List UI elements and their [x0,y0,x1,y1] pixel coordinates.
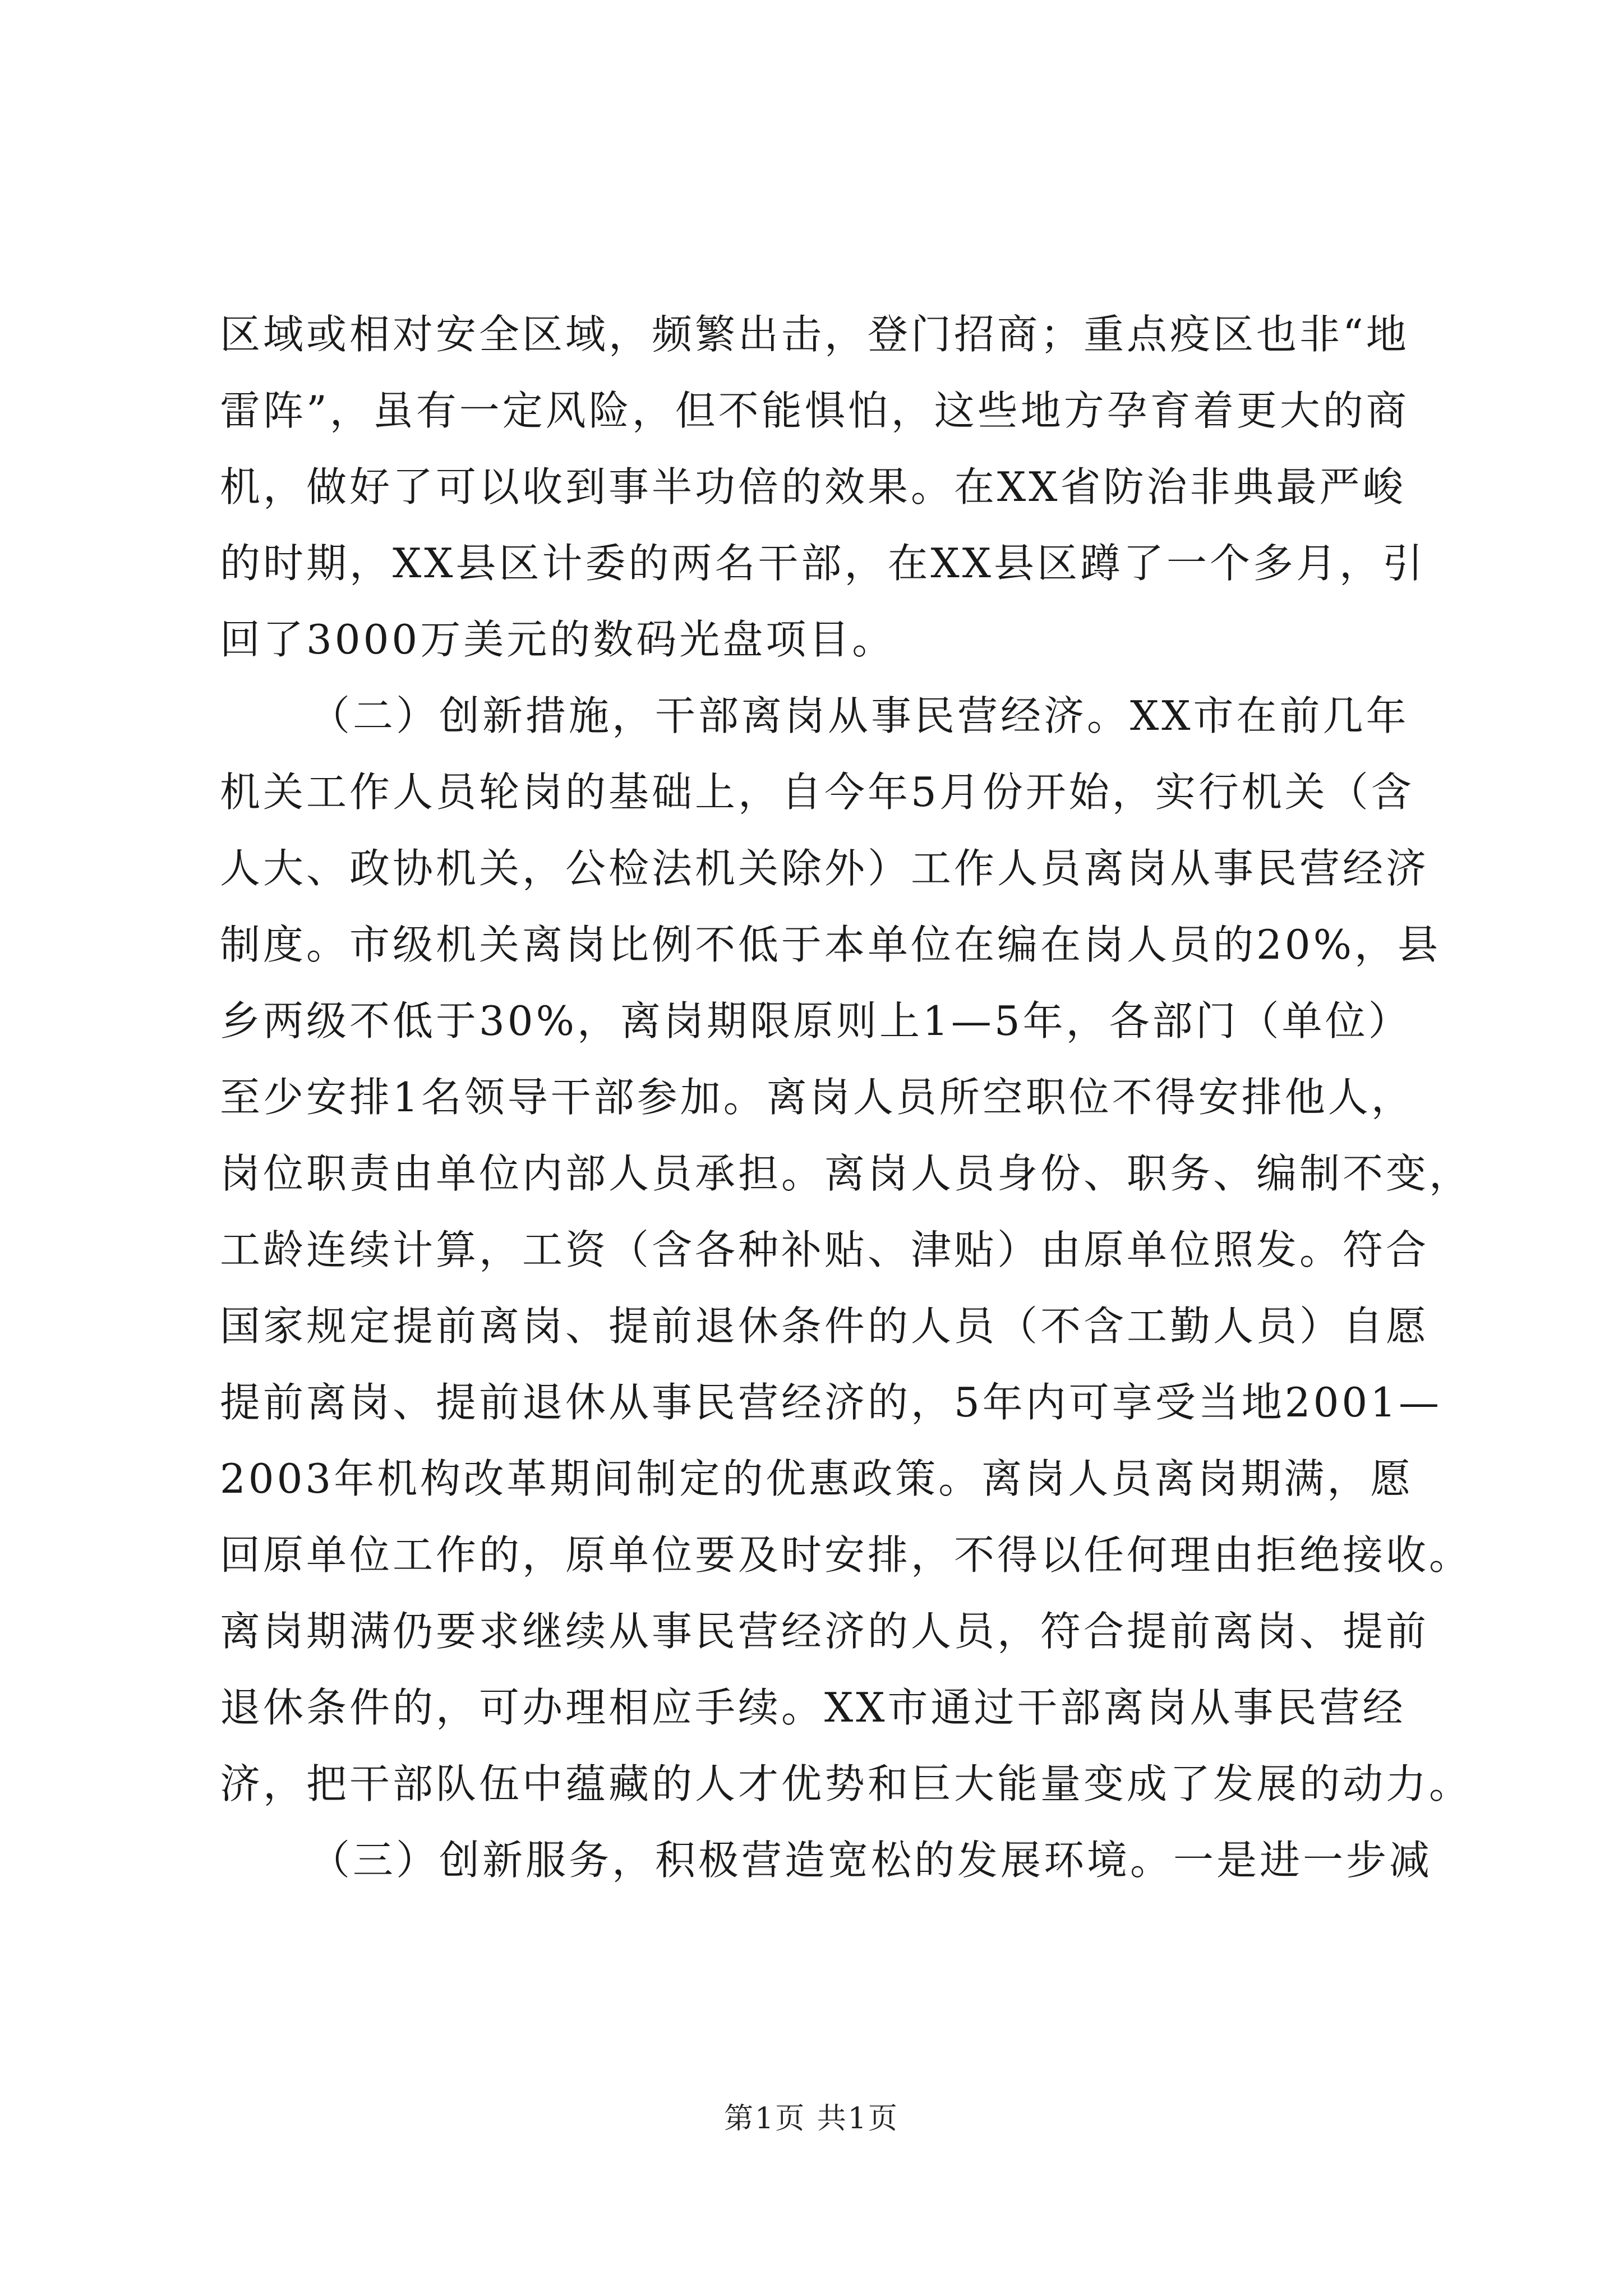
text-line: 区域或相对安全区域，频繁出击，登门招商；重点疫区也非“地 [220,311,1409,358]
text-line: 乡两级不低于30%，离岗期限原则上1—5年，各部门（单位） [220,997,1412,1045]
text-line: 机，做好了可以收到事半功倍的效果。在XX省防治非典最严峻 [220,463,1406,510]
text-line: 制度。市级机关离岗比例不低于本单位在编在岗人员的20%，县 [220,921,1441,968]
text-line: 提前离岗、提前退休从事民营经济的，5年内可享受当地2001— [220,1379,1442,1426]
text-line: 至少安排1名领导干部参加。离岗人员所空职位不得安排他人， [220,1074,1414,1121]
text-line: 工龄连续计算，工资（含各种补贴、津贴）由原单位照发。符合 [220,1226,1430,1273]
body-text [220,296,1473,1898]
text-line: 的时期，XX县区计委的两名干部，在XX县区蹲了一个多月，引 [220,540,1426,587]
text-line: 回了3000万美元的数码光盘项目。 [220,616,896,663]
text-line: 机关工作人员轮岗的基础上，自今年5月份开始，实行机关（含 [220,769,1414,816]
text-line: 离岗期满仍要求继续从事民营经济的人员，符合提前离岗、提前 [220,1608,1430,1655]
text-line: 岗位职责由单位内部人员承担。离岗人员身份、职务、编制不变， [220,1150,1473,1197]
section-heading-line: （三）创新服务，积极营造宽松的发展环境。一是进一步减 [310,1837,1433,1884]
section-heading-line: （二）创新措施，干部离岗从事民营经济。XX市在前几年 [310,692,1409,739]
page-footer: 第1页 共1页 [724,2102,899,2136]
text-line: 退休条件的，可办理相应手续。XX市通过干部离岗从事民营经 [220,1684,1406,1731]
text-line: 雷阵”，虽有一定风险，但不能惧怕，这些地方孕育着更大的商 [220,387,1409,434]
text-line: 国家规定提前离岗、提前退休条件的人员（不含工勤人员）自愿 [220,1303,1430,1350]
text-line: 2003年机构改革期间制定的优惠政策。离岗人员离岗期满，愿 [220,1455,1414,1502]
text-line: 济，把干部队伍中蕴藏的人才优势和巨大能量变成了发展的动力。 [220,1760,1473,1807]
text-line: 回原单位工作的，原单位要及时安排，不得以任何理由拒绝接收。 [220,1531,1473,1579]
text-line: 人大、政协机关，公检法机关除外）工作人员离岗从事民营经济 [220,845,1430,892]
